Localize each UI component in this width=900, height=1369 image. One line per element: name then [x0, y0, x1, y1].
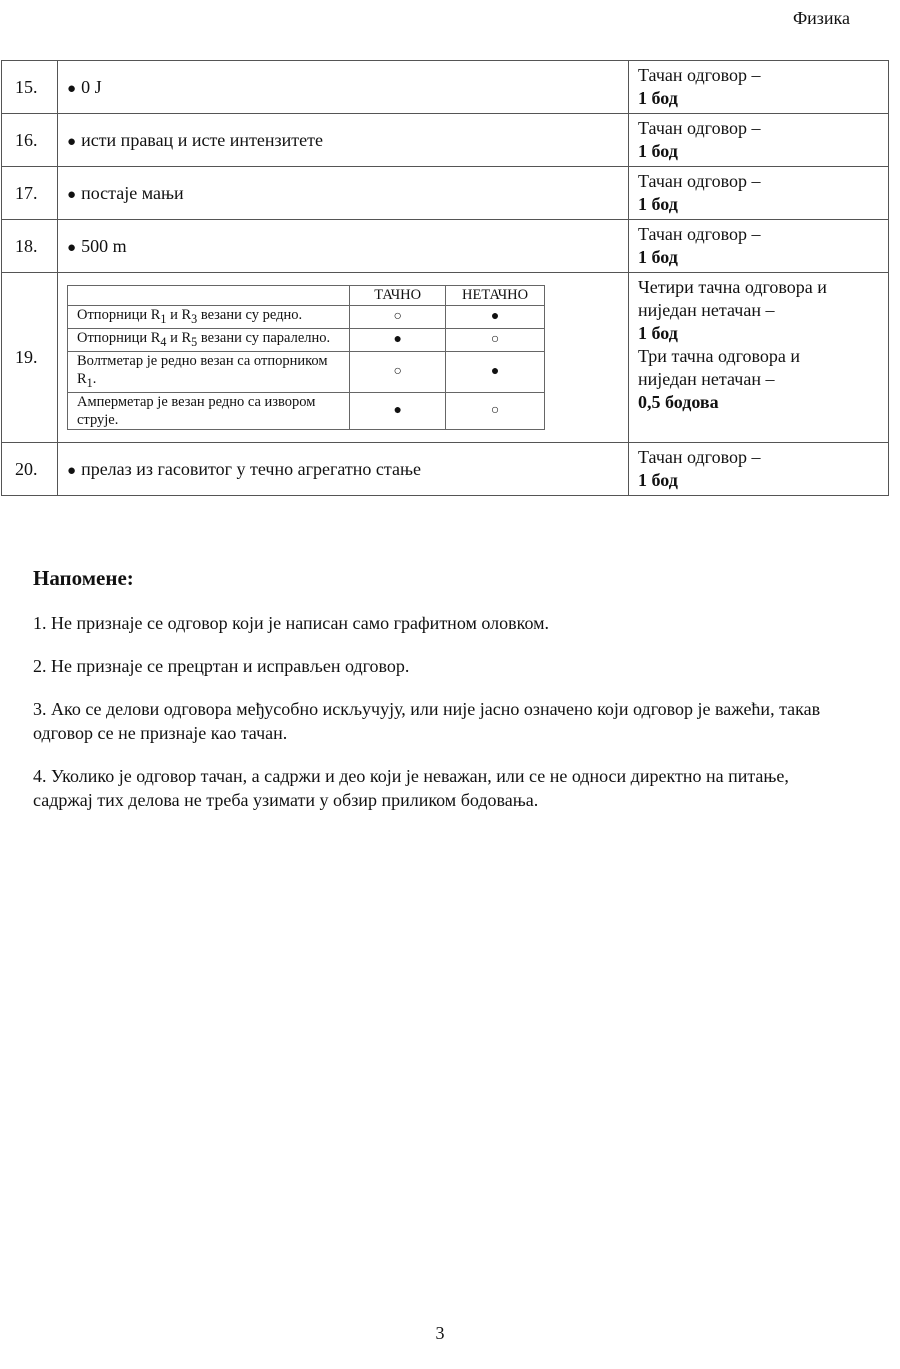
false-mark: ○ — [446, 392, 545, 429]
answer-cell — [58, 273, 629, 443]
note-item: 4. Уколико је одговор тачан, а садржи и део који је неважан, или се не односи директно на питање, садржај тих делова не треба узимати у обзир приликом бодовања. — [33, 766, 789, 810]
page-number: 3 — [435, 1323, 445, 1343]
table-row — [2, 61, 889, 114]
note-item: 3. Ако се делови одговора међусобно искључују, или није јасно означено који одговор је важећи, такав одговор се не признаје као тачан. — [33, 699, 821, 743]
table-row — [2, 167, 889, 220]
question-number: 18. — [2, 220, 58, 273]
score-points: 1 бод — [638, 470, 678, 490]
answer-cell — [58, 61, 629, 114]
score-cell — [629, 273, 889, 443]
false-mark: ● — [446, 306, 545, 329]
table-row — [2, 220, 889, 273]
table-row — [2, 443, 889, 496]
score-text: Тачан одговор – — [638, 224, 761, 244]
true-mark: ● — [350, 329, 446, 352]
question-number: 19. — [2, 273, 58, 443]
bullet-icon: ● — [67, 186, 77, 203]
table-row — [2, 114, 889, 167]
answer-cell — [58, 167, 629, 220]
answer-text: 0 J — [81, 76, 102, 97]
score-text: Три тачна одговора и — [638, 346, 801, 366]
statement-text: Амперметар је везан редно са извором струје. — [68, 392, 350, 429]
score-points: 1 бод — [638, 141, 678, 161]
statement-text: Отпорници $R_4$ и $R_5$ везани су паралелно. — [68, 329, 350, 352]
statement-row — [68, 392, 545, 429]
false-mark: ● — [446, 351, 545, 392]
score-points: 1 бод — [638, 323, 678, 343]
score-text: ниједан нетачан – — [638, 369, 775, 389]
score-text: Четири тачна одговора и — [638, 277, 827, 297]
bullet-icon: ● — [67, 462, 77, 479]
note-item: 2. Не признаје се прецртан и исправљен одговор. — [33, 656, 410, 676]
statement-text: Волтметар је редно везан са отпорником $R_1$. — [68, 351, 350, 392]
answer-text: исти правац и исте интензитете — [81, 129, 324, 150]
score-cell — [629, 167, 889, 220]
true-false-table — [67, 285, 545, 430]
score-points: 1 бод — [638, 247, 678, 267]
subject-header: Физика — [792, 8, 850, 28]
table-row — [2, 273, 889, 443]
answer-text: прелаз из гасовитог у течно агрегатно стање — [81, 458, 421, 479]
bullet-icon: ● — [67, 133, 77, 150]
score-text: Тачан одговор – — [638, 65, 761, 85]
answer-cell — [58, 114, 629, 167]
question-number: 15. — [2, 61, 58, 114]
question-number: 17. — [2, 167, 58, 220]
statement-row — [68, 306, 545, 329]
question-number: 20. — [2, 443, 58, 496]
notes-section — [33, 566, 853, 831]
notes-title: Напомене: — [33, 566, 134, 590]
true-mark: ● — [350, 392, 446, 429]
note-item: 1. Не признаје се одговор који је написан само графитном оловком. — [33, 613, 549, 633]
score-text: Тачан одговор – — [638, 118, 761, 138]
false-mark: ○ — [446, 329, 545, 352]
score-cell — [629, 443, 889, 496]
answer-text: 500 m — [81, 235, 127, 256]
score-cell — [629, 114, 889, 167]
true-mark: ○ — [350, 351, 446, 392]
bullet-icon: ● — [67, 80, 77, 97]
answer-cell — [58, 443, 629, 496]
question-number: 16. — [2, 114, 58, 167]
answer-text: постаје мањи — [81, 182, 184, 203]
score-points: 0,5 бодова — [638, 392, 719, 412]
header-empty — [68, 286, 350, 306]
statement-text: Отпорници $R_1$ и $R_3$ везани су редно. — [68, 306, 350, 329]
true-false-header-row — [68, 286, 545, 306]
score-cell — [629, 61, 889, 114]
true-mark: ○ — [350, 306, 446, 329]
header-false: НЕТАЧНО — [446, 286, 545, 306]
header-true: ТАЧНО — [350, 286, 446, 306]
answer-cell — [58, 220, 629, 273]
score-points: 1 бод — [638, 194, 678, 214]
answer-key-table — [1, 60, 889, 496]
statement-row — [68, 329, 545, 352]
score-text: ниједан нетачан – — [638, 300, 775, 320]
score-points: 1 бод — [638, 88, 678, 108]
statement-row — [68, 351, 545, 392]
bullet-icon: ● — [67, 239, 77, 256]
score-cell — [629, 220, 889, 273]
score-text: Тачан одговор – — [638, 171, 761, 191]
score-text: Тачан одговор – — [638, 447, 761, 467]
